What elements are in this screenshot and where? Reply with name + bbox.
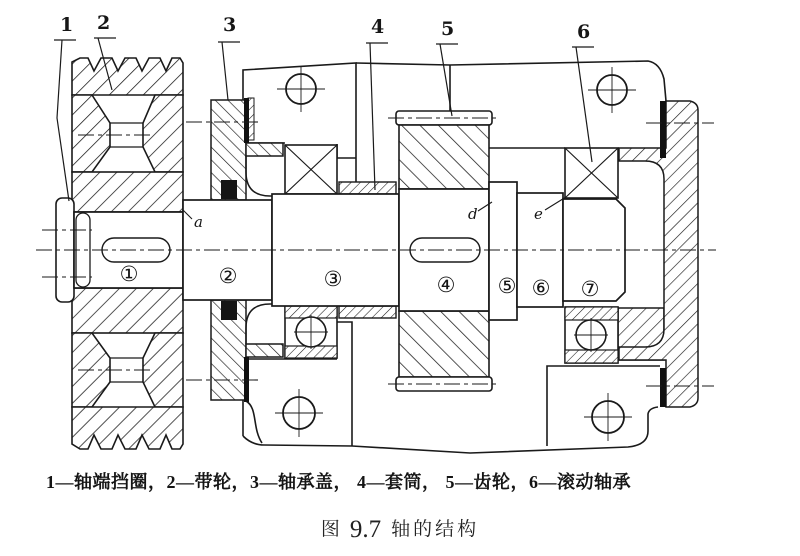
part-label-3: 3 xyxy=(223,14,237,36)
section-marker-3: ③ xyxy=(323,267,343,291)
figure-caption xyxy=(0,514,800,542)
pulley-web-right-top xyxy=(143,95,183,172)
pulley-web-left-top xyxy=(72,95,110,172)
parts-legend: 1—轴端挡圈，2—带轮，3—轴承盖， 4—套筒， 5—齿轮，6—滚动轴承 xyxy=(46,472,631,492)
part-label-4: 4 xyxy=(371,16,385,38)
pulley-rim-bottom xyxy=(72,407,183,449)
section-marker-7: ⑦ xyxy=(580,277,600,301)
part-label-5: 5 xyxy=(441,18,455,40)
section-marker-1: ① xyxy=(119,262,139,286)
figure-prefix: 图 xyxy=(320,519,342,540)
section-marker-4: ④ xyxy=(436,273,456,297)
right-end-cap xyxy=(618,101,698,407)
shaft-collar-section-5 xyxy=(489,182,517,320)
figure-number: 9.7 xyxy=(349,516,382,543)
figure-title: 轴的结构 xyxy=(391,519,480,540)
part-number-labels xyxy=(60,12,590,43)
section-marker-5: ⑤ xyxy=(497,274,517,298)
section-marker-6: ⑥ xyxy=(531,276,551,300)
point-letter-d: d xyxy=(468,205,478,223)
section-marker-2: ② xyxy=(218,264,238,288)
point-letter-e: e xyxy=(534,205,543,223)
part-label-2: 2 xyxy=(97,12,111,34)
pulley-rim-top xyxy=(72,58,183,95)
point-letter-a: a xyxy=(194,213,203,231)
pulley-hub-bottom xyxy=(72,288,183,333)
pulley-hub-top xyxy=(72,172,183,212)
part-label-1: 1 xyxy=(60,14,74,36)
part-label-6: 6 xyxy=(577,21,591,43)
